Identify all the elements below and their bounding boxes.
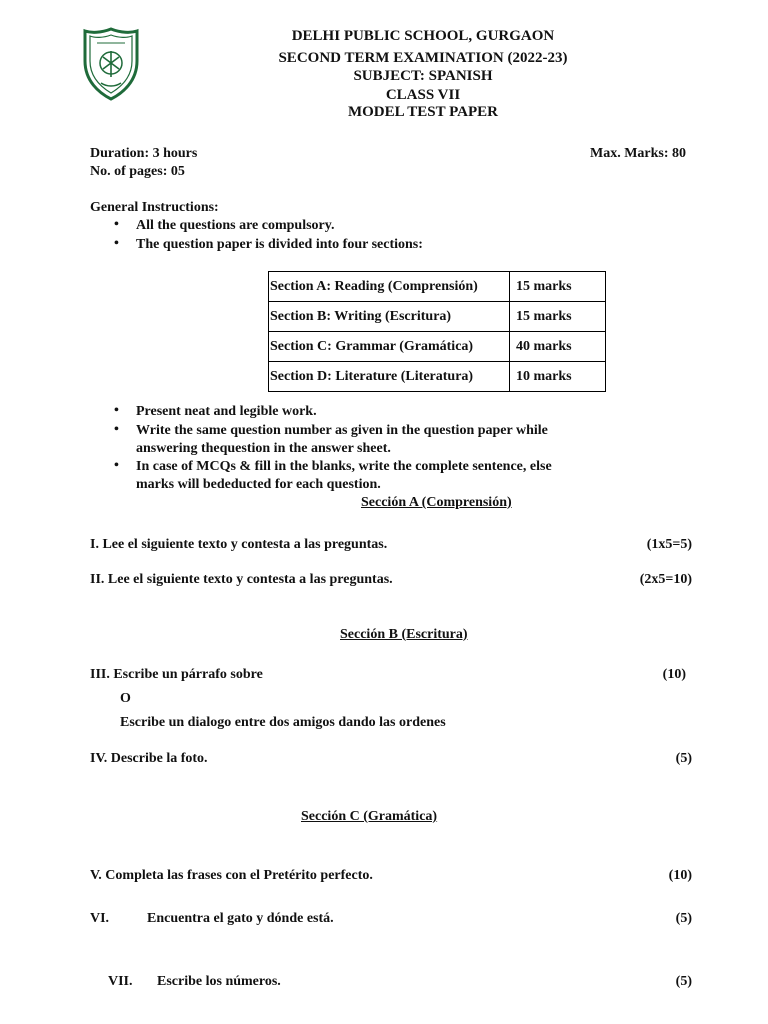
max-marks: Max. Marks: 80 [590, 146, 687, 161]
section-marks: 15 marks [510, 272, 606, 302]
question-4-marks: (5) [675, 751, 692, 766]
table-row [269, 362, 606, 392]
section-marks: 10 marks [510, 362, 606, 392]
section-name: Section B: Writing (Escritura) [269, 302, 510, 332]
class-label: CLASS VII [385, 87, 461, 103]
section-c-title: Sección C (Gramática) [301, 809, 438, 824]
question-6: Encuentra el gato y dónde está. [147, 911, 334, 926]
table-row [269, 302, 606, 332]
section-b-title: Sección B (Escritura) [340, 627, 468, 642]
section-a-title: Sección A (Comprensión) [361, 495, 512, 510]
bullet-icon: • [114, 422, 119, 437]
section-name: Section D: Literature (Literatura) [269, 362, 510, 392]
question-7-number: VII. [108, 974, 133, 989]
question-1: I. Lee el siguiente texto y contesta a las preguntas. [90, 537, 388, 552]
bullet-icon: • [114, 236, 119, 251]
question-3: III. Escribe un párrafo sobre [90, 667, 263, 682]
instruction-item-cont: answering thequestion in the answer sheet. [136, 441, 391, 456]
instruction-item: Present neat and legible work. [136, 404, 317, 419]
question-5-marks: (10) [668, 868, 692, 883]
instruction-item: All the questions are compulsory. [136, 218, 335, 233]
paper-type: MODEL TEST PAPER [347, 104, 499, 120]
instruction-item: In case of MCQs & fill in the blanks, write the complete sentence, else [136, 459, 552, 474]
question-2: II. Lee el siguiente texto y contesta a las preguntas. [90, 572, 393, 587]
num-pages: No. of pages: 05 [90, 164, 185, 179]
question-6-marks: (5) [675, 911, 692, 926]
instructions-title: General Instructions: [90, 200, 219, 215]
exam-title: SECOND TERM EXAMINATION (2022-23) [278, 50, 568, 66]
instruction-item-cont: marks will bededucted for each question. [136, 477, 381, 492]
bullet-icon: • [114, 458, 119, 473]
sections-table [268, 271, 606, 392]
question-3-or: O [120, 691, 131, 706]
duration: Duration: 3 hours [90, 146, 198, 161]
question-1-marks: (1x5=5) [646, 537, 692, 552]
question-4: IV. Describe la foto. [90, 751, 208, 766]
table-row [269, 272, 606, 302]
table-row [269, 332, 606, 362]
school-name: DELHI PUBLIC SCHOOL, GURGAON [291, 28, 555, 44]
question-3-marks: (10) [662, 667, 686, 682]
subject: SUBJECT: SPANISH [353, 68, 493, 84]
bullet-icon: • [114, 217, 119, 232]
bullet-icon: • [114, 403, 119, 418]
section-name: Section A: Reading (Comprensión) [269, 272, 510, 302]
section-marks: 15 marks [510, 302, 606, 332]
instruction-item: Write the same question number as given in the question paper while [136, 423, 548, 438]
section-name: Section C: Grammar (Gramática) [269, 332, 510, 362]
question-7: Escribe los números. [157, 974, 281, 989]
question-7-marks: (5) [675, 974, 692, 989]
section-marks: 40 marks [510, 332, 606, 362]
question-3-alt: Escribe un dialogo entre dos amigos dando las ordenes [120, 715, 446, 730]
question-5: V. Completa las frases con el Pretérito perfecto. [90, 868, 373, 883]
instruction-item: The question paper is divided into four sections: [136, 237, 423, 252]
question-6-number: VI. [90, 911, 110, 926]
question-2-marks: (2x5=10) [639, 572, 692, 587]
